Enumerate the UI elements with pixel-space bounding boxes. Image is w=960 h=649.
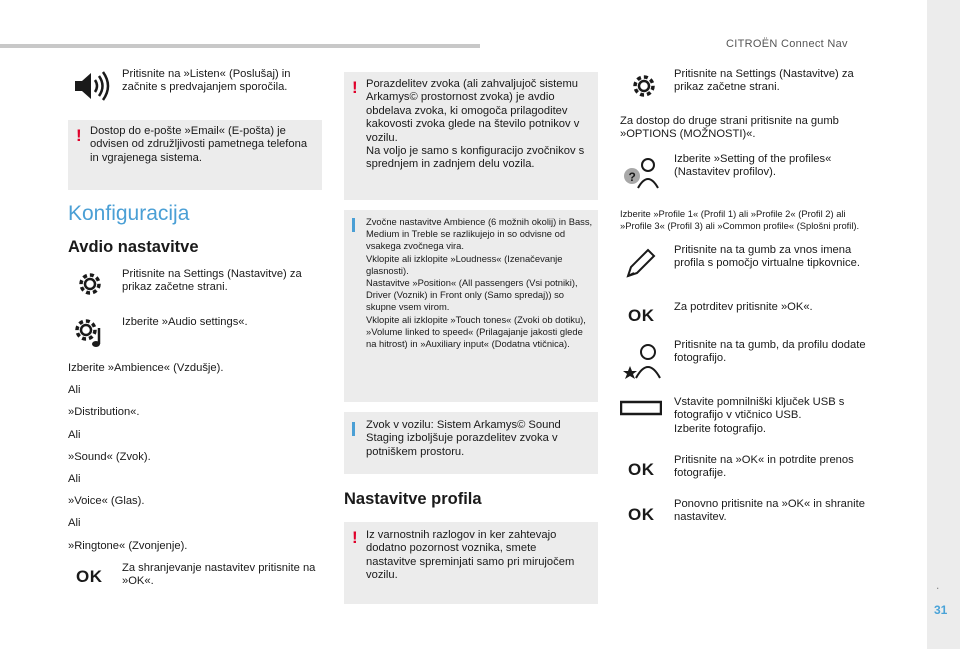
confirm-text: Za potrditev pritisnite »OK«.	[674, 301, 813, 313]
sound-text: »Sound« (Zvok).	[68, 451, 151, 463]
listen-text: Pritisnite na »Listen« (Poslušaj) in začnite s predvajanjem sporočila.	[122, 68, 291, 94]
profiles-note: Izberite »Profile 1« (Profil 1) ali »Profile 2« (Profil 2) ali »Profile 3« (Profil 3) ali »Common profile« (Splošni profil).	[620, 208, 860, 232]
arkamys-warning-box	[344, 72, 598, 200]
ok-icon: OK	[628, 505, 655, 524]
ok-icon: OK	[76, 567, 103, 586]
svg-text:?: ?	[628, 170, 636, 184]
ok-icon: OK	[628, 306, 655, 325]
gear-icon	[76, 270, 104, 303]
pencil-icon	[624, 248, 656, 285]
safety-warning-box	[344, 522, 598, 604]
photo-text: Pritisnite na ta gumb, da profilu dodate fotografijo.	[674, 339, 866, 365]
audio-settings-text: Izberite »Audio settings«.	[122, 316, 248, 328]
end-dot: .	[936, 578, 940, 592]
or-text-3: Ali	[68, 473, 81, 485]
save-text: Za shranjevanje nastavitev pritisnite na »OK«.	[122, 562, 316, 588]
ambience-text: Izberite »Ambience« (Vzdušje).	[68, 362, 224, 374]
warning-icon: !	[352, 78, 358, 97]
gear-music-icon	[72, 316, 108, 355]
info-icon	[352, 218, 355, 232]
options-text: Za dostop do druge strani pritisnite na gumb »OPTIONS (MOŽNOSTI)«.	[620, 115, 839, 141]
speaker-icon	[72, 70, 110, 107]
top-rule	[0, 44, 480, 48]
safety-warning-text: Iz varnostnih razlogov in ker zahtevajo dodatno pozornost voznika, smete nastavitve spreminjati samo pri mirujočem vozilu.	[366, 529, 575, 582]
page-number: 31	[934, 603, 948, 617]
ok-icon: OK	[628, 460, 655, 479]
profile-photo-icon	[622, 340, 664, 387]
usb-text: Vstavite pomnilniški ključek USB s fotografijo v vtičnico USB. Izberite fotografijo.	[674, 396, 845, 435]
or-text-4: Ali	[68, 517, 81, 529]
save-text-right: Ponovno pritisnite na »OK« in shranite nastavitev.	[674, 498, 865, 524]
profiles-text: Izberite »Setting of the profiles« (Nastavitev profilov).	[674, 153, 832, 179]
profile-icon	[622, 154, 664, 195]
brand-label: CITROËN Connect Nav	[726, 38, 848, 50]
sound-info-box	[344, 412, 598, 474]
warning-icon: !	[76, 126, 82, 145]
ambience-info-text: Zvočne nastavitve Ambience (6 možnih okolij) in Bass, Medium in Treble se razlikujejo in so odvisne od vsakega zvočnega vira. Vklopite ali izklopite »Loudness« (Izenačevanje glasnosti). Nastavitve »Position« (All passengers (Vsi potniki), Driver (Voznik) in Front only (Samo spredaj)) so skupne vsem virom. Vklopite ali izklopite »Touch tones« (Zvoki ob dotiku), »Volume linked to speed« (Prilagajanje jakosti glede na hitrost) in »Auxiliary input« (Dodatna vtičnica).	[366, 216, 593, 350]
keyboard-text: Pritisnite na ta gumb za vnos imena profila s pomočjo virtualne tipkovnice.	[674, 244, 860, 270]
profiles-section-title: Nastavitve profila	[344, 490, 482, 508]
email-warning-box	[68, 120, 322, 190]
subsection-title: Avdio nastavitve	[68, 238, 199, 256]
gear-icon	[630, 72, 658, 105]
ambience-info-box	[344, 210, 598, 402]
distribution-text: »Distribution«.	[68, 406, 140, 418]
stop-text: Pritisnite na »OK« in potrdite prenos fotografije.	[674, 454, 854, 480]
settings-text-right: Pritisnite na Settings (Nastavitve) za prikaz začetne strani.	[674, 68, 854, 94]
usb-key-icon	[620, 400, 662, 421]
page-edge-bar	[927, 0, 960, 649]
section-title: Konfiguracija	[68, 202, 190, 225]
settings-text: Pritisnite na Settings (Nastavitve) za prikaz začetne strani.	[122, 268, 302, 294]
sound-info-text: Zvok v vozilu: Sistem Arkamys© Sound Staging izboljšuje porazdelitev zvoka v potniškem prostoru.	[366, 419, 561, 458]
ringtone-text: »Ringtone« (Zvonjenje).	[68, 540, 188, 552]
arkamys-warning-text: Porazdelitev zvoka (ali zahvaljujoč sistemu Arkamys© prostornost zvoka) je avdio obdelava zvoka, ki omogoča prilagoditev kakovosti zvoka glede na število potnikov v vozilu. Na voljo je samo s konfiguracijo zvočnikov s sprednjem in zadnjem delu vozila.	[366, 78, 585, 171]
voice-text: »Voice« (Glas).	[68, 495, 145, 507]
warning-icon: !	[352, 528, 358, 547]
or-text-1: Ali	[68, 384, 81, 396]
email-warning-text: Dostop do e-pošte »Email« (E-pošta) je odvisen od združljivosti pametnega telefona in vgrajenega sistema.	[90, 125, 308, 164]
or-text-2: Ali	[68, 429, 81, 441]
info-icon	[352, 422, 355, 436]
